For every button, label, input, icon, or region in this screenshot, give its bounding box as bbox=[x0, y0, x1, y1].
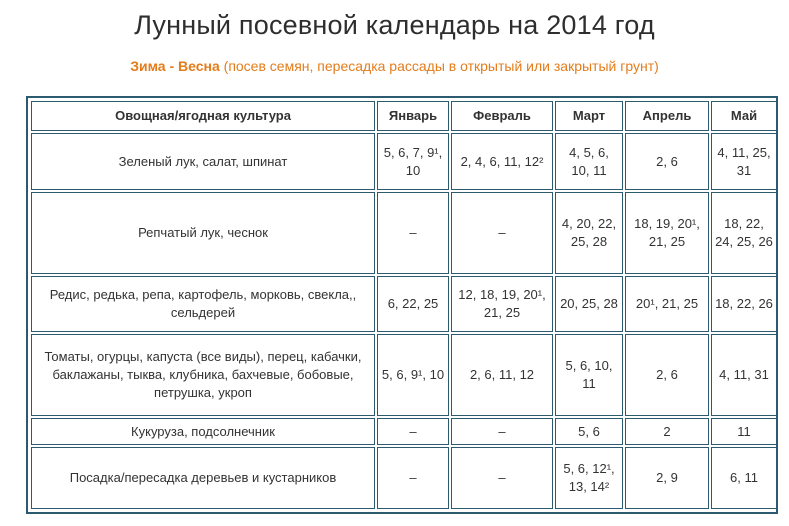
header-february: Февраль bbox=[451, 101, 553, 131]
crop-cell: Репчатый лук, чеснок bbox=[31, 192, 375, 274]
crop-cell: Томаты, огурцы, капуста (все виды), перец, кабачки, баклажаны, тыква, клубника, бахчевые, бобовые, петрушка, укроп bbox=[31, 334, 375, 416]
table-row bbox=[31, 192, 777, 274]
may-cell: 4, 11, 25, 31 bbox=[711, 133, 777, 190]
season-note: (посев семян, пересадка рассады в открытый или закрытый грунт) bbox=[223, 58, 659, 74]
february-cell: – bbox=[451, 418, 553, 446]
april-cell: 2 bbox=[625, 418, 709, 446]
season-label: Зима - Весна bbox=[130, 58, 220, 74]
calendar-table-frame bbox=[26, 96, 778, 514]
february-cell: 2, 4, 6, 11, 12² bbox=[451, 133, 553, 190]
may-cell: 4, 11, 31 bbox=[711, 334, 777, 416]
april-cell: 2, 6 bbox=[625, 133, 709, 190]
table-header-row bbox=[31, 101, 777, 131]
crop-cell: Зеленый лук, салат, шпинат bbox=[31, 133, 375, 190]
may-cell: 6, 11 bbox=[711, 447, 777, 509]
crop-cell: Кукуруза, подсолнечник bbox=[31, 418, 375, 446]
header-january: Январь bbox=[377, 101, 449, 131]
march-cell: 4, 5, 6, 10, 11 bbox=[555, 133, 623, 190]
march-cell: 5, 6, 10, 11 bbox=[555, 334, 623, 416]
april-cell: 2, 6 bbox=[625, 334, 709, 416]
march-cell: 4, 20, 22, 25, 28 bbox=[555, 192, 623, 274]
january-cell: – bbox=[377, 418, 449, 446]
crop-cell: Посадка/пересадка деревьев и кустарников bbox=[31, 447, 375, 509]
calendar-table bbox=[29, 99, 779, 511]
january-cell: 5, 6, 9¹, 10 bbox=[377, 334, 449, 416]
table-row bbox=[31, 334, 777, 416]
table-row bbox=[31, 133, 777, 190]
table-row bbox=[31, 447, 777, 509]
may-cell: 11 bbox=[711, 418, 777, 446]
page-title: Лунный посевной календарь на 2014 год bbox=[134, 10, 655, 40]
april-cell: 2, 9 bbox=[625, 447, 709, 509]
header-march: Март bbox=[555, 101, 623, 131]
february-cell: – bbox=[451, 447, 553, 509]
subtitle bbox=[0, 58, 789, 74]
january-cell: 6, 22, 25 bbox=[377, 276, 449, 331]
march-cell: 5, 6, 12¹, 13, 14² bbox=[555, 447, 623, 509]
header-crop: Овощная/ягодная культура bbox=[31, 101, 375, 131]
header-april: Апрель bbox=[625, 101, 709, 131]
january-cell: – bbox=[377, 447, 449, 509]
header-may: Май bbox=[711, 101, 777, 131]
february-cell: – bbox=[451, 192, 553, 274]
april-cell: 18, 19, 20¹, 21, 25 bbox=[625, 192, 709, 274]
january-cell: – bbox=[377, 192, 449, 274]
february-cell: 2, 6, 11, 12 bbox=[451, 334, 553, 416]
crop-cell: Редис, редька, репа, картофель, морковь, свекла,, сельдерей bbox=[31, 276, 375, 331]
may-cell: 18, 22, 26 bbox=[711, 276, 777, 331]
march-cell: 5, 6 bbox=[555, 418, 623, 446]
may-cell: 18, 22, 24, 25, 26 bbox=[711, 192, 777, 274]
january-cell: 5, 6, 7, 9¹, 10 bbox=[377, 133, 449, 190]
march-cell: 20, 25, 28 bbox=[555, 276, 623, 331]
table-row bbox=[31, 418, 777, 446]
table-row bbox=[31, 276, 777, 331]
february-cell: 12, 18, 19, 20¹, 21, 25 bbox=[451, 276, 553, 331]
april-cell: 20¹, 21, 25 bbox=[625, 276, 709, 331]
